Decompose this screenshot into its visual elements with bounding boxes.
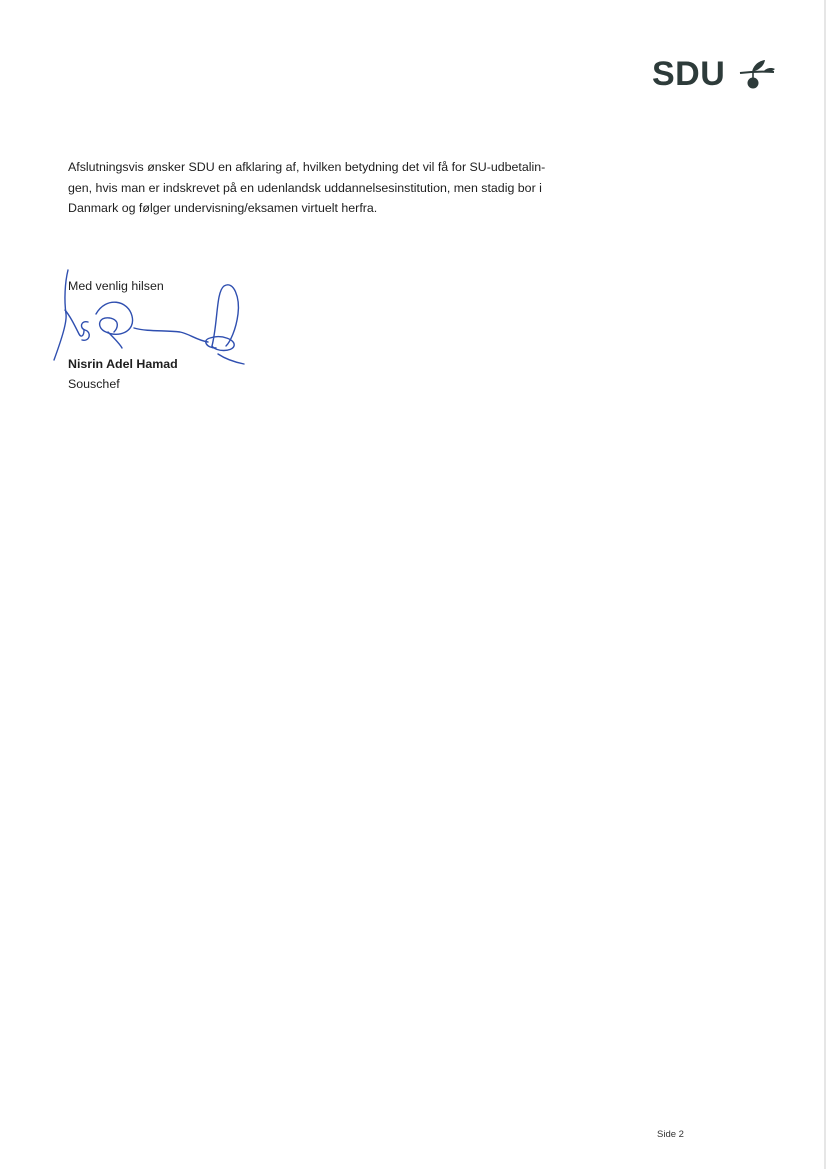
paragraph-line: gen, hvis man er indskrevet på en udenlandsk uddannelsesinstitution, men stadig bor i (68, 180, 542, 195)
closing-paragraph (68, 157, 588, 219)
handwritten-signature (48, 262, 248, 366)
paragraph-line: Danmark og følger undervisning/eksamen virtuelt herfra. (68, 201, 378, 215)
signer-name: Nisrin Adel Hamad (68, 357, 178, 371)
paragraph-line: Afslutningsvis ønsker SDU en afklaring af, hvilken betydning det vil få for SU-udbetalin- (68, 160, 546, 174)
salutation: Med venlig hilsen (68, 279, 164, 293)
apple-branch-icon (738, 58, 776, 90)
page-number: Side 2 (657, 1129, 684, 1140)
sdu-logo (652, 54, 780, 94)
logo-text: SDU (652, 55, 726, 93)
signer-title: Souschef (68, 377, 120, 391)
